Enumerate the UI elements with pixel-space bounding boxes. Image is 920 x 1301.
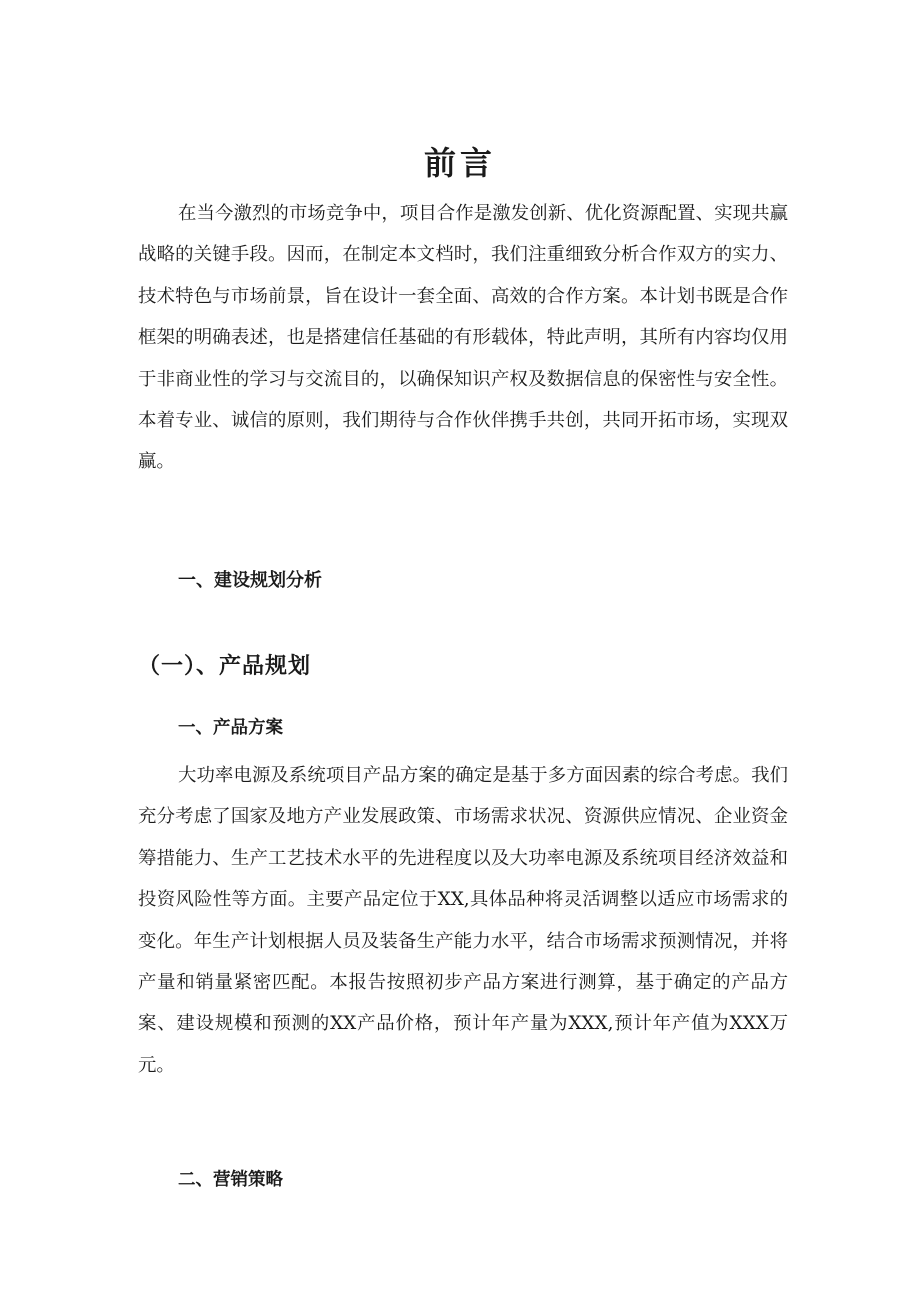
intro-paragraph: 在当今激烈的市场竞争中，项目合作是激发创新、优化资源配置、实现共赢战略的关键手段。因而，在制定本文档时，我们注重细致分析合作双方的实力、技术特色与市场前景，旨在设计一套全面、高效的合作方案。本计划书既是合作框架的明确表述，也是搭建信任基础的有形载体，特此声明，其所有内容均仅用于非商业性的学习与交流目的，以确保知识产权及数据信息的保密性与安全性。本着专业、诚信的原则，我们期待与合作伙伴携手共创，共同开拓市场，实现双赢。 (138, 203, 788, 473)
item-heading-marketing-strategy: 二、营销策略 (178, 1170, 283, 1190)
section-heading-construction-planning: 一、建设规划分析 (178, 570, 322, 591)
subsection-heading-product-planning: （一）、产品规划 (138, 653, 312, 679)
item-heading-product-plan: 一、产品方案 (178, 718, 283, 738)
document-title: 前言 (423, 144, 496, 183)
product-plan-paragraph: 大功率电源及系统项目产品方案的确定是基于多方面因素的综合考虑。我们充分考虑了国家及地方产业发展政策、市场需求状况、资源供应情况、企业资金筹措能力、生产工艺技术水平的先进程度以及大功率电源及系统项目经济效益和投资风险性等方面。主要产品定位于XX,具体品种将灵活调整以适应市场需求的变化。年生产计划根据人员及装备生产能力水平，结合市场需求预测情况，并将产量和销量紧密匹配。本报告按照初步产品方案进行测算，基于确定的产品方案、建设规模和预测的XX产品价格，预计年产量为XXX,预计年产值为XXX万元。 (138, 765, 788, 1076)
